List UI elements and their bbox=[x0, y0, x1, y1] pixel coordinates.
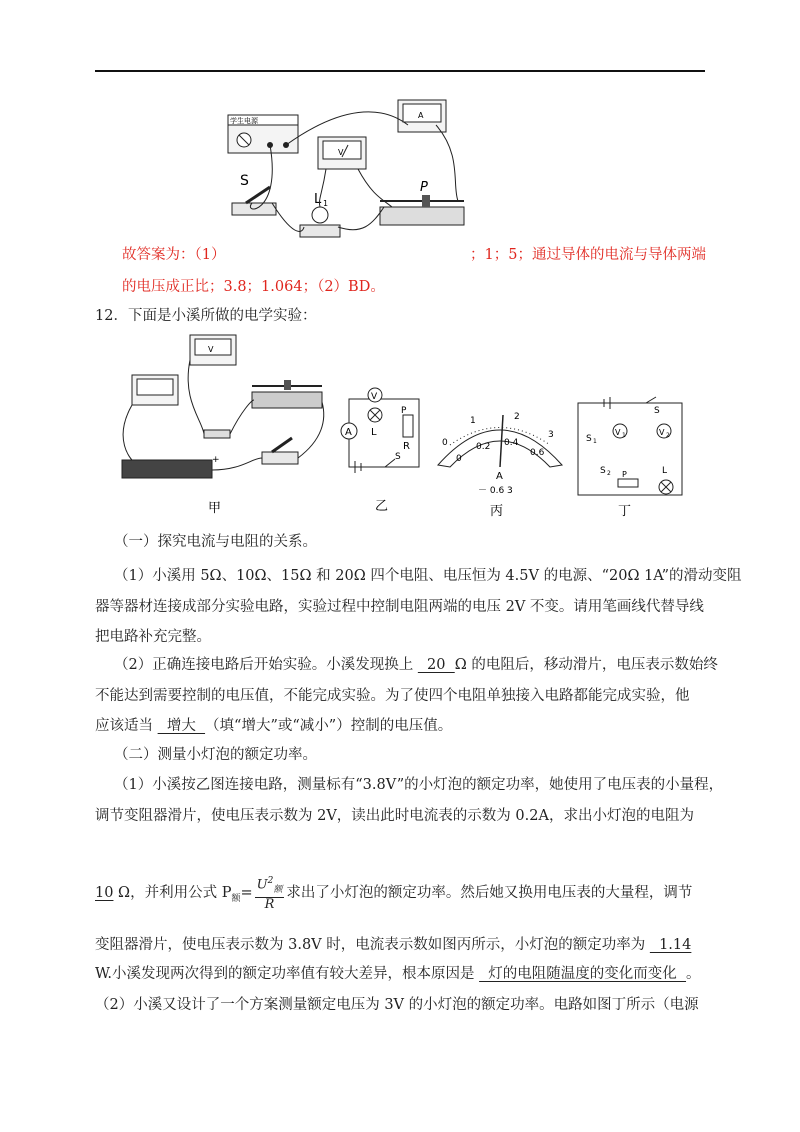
figure-bing bbox=[430, 405, 570, 520]
answer-blank-increase: 增大 bbox=[157, 718, 206, 734]
p2-q1-line5 bbox=[95, 964, 701, 984]
p2-q1-line3-a: Ω，并利用公式 P bbox=[113, 884, 232, 901]
p2-q1-line4 bbox=[95, 935, 691, 955]
bing-unit: A bbox=[496, 471, 503, 482]
top-slider-label: P bbox=[420, 180, 428, 195]
formula-denominator: R bbox=[264, 896, 275, 912]
answer-line-1-suffix: ；1；5；通过导体的电流与导体两端 bbox=[470, 247, 706, 263]
p1-q1-line3: 把电路补充完整。 bbox=[95, 629, 211, 645]
answer-blank-lamp-resistance: 10 bbox=[95, 884, 114, 901]
formula-numerator-sup: 2 bbox=[267, 876, 274, 886]
yi-lamp-label: L bbox=[371, 427, 377, 438]
p1-q2-line1-b: Ω 的电阻后，移动滑片，电压表示数始终 bbox=[454, 657, 718, 673]
answer-line-1 bbox=[122, 245, 225, 265]
p1-q2-line3-a: 应该适当 bbox=[95, 718, 158, 734]
bing-terminals: － 0.6 3 bbox=[478, 486, 513, 496]
bing-bottom-scale-0: 0 bbox=[456, 454, 462, 464]
ding-s2-sub: 2 bbox=[607, 470, 611, 477]
ding-s2-label: S bbox=[600, 466, 606, 476]
figure-ding bbox=[570, 395, 690, 520]
answer-line-2: 的电压成正比；3.8；1.064；（2）BD。 bbox=[122, 279, 385, 295]
top-lamp-label-sub: 1 bbox=[323, 199, 329, 208]
top-voltmeter-letter: V bbox=[338, 148, 344, 157]
top-ammeter-letter: A bbox=[418, 111, 424, 120]
yi-voltmeter-letter: V bbox=[371, 392, 378, 402]
p2-q1-line3-sub: 额 bbox=[231, 893, 241, 904]
figure-yi bbox=[335, 385, 430, 515]
header-rule bbox=[95, 70, 705, 72]
formula-numerator: U bbox=[256, 877, 268, 893]
p1-q1-line2: 器等器材连接成部分实验电路，实验过程中控制电阻两端的电压 2V 不变。请用笔画线代替导线 bbox=[95, 599, 704, 615]
p2-q1-line5-a: W.小溪发现两次得到的额定功率值有较大差异，根本原因是 bbox=[95, 966, 480, 982]
p2-q1-line2: 调节变阻器滑片，使电压表示数为 2V，读出此时电流表的示数为 0.2A，求出小灯泡的电阻为 bbox=[95, 808, 694, 824]
power-supply-label: 学生电源 bbox=[230, 117, 258, 125]
ding-s1-sub: 1 bbox=[593, 438, 597, 445]
p2-q2-line1: （2）小溪又设计了一个方案测量额定电压为 3V 的小灯泡的额定功率。电路如图丁所示（电源 bbox=[95, 997, 699, 1013]
bing-bottom-scale-2: 0.4 bbox=[504, 438, 519, 448]
ding-v1-sub: 1 bbox=[622, 432, 626, 439]
ding-v2-label: V bbox=[659, 428, 665, 437]
p2-q1-line4-a: 变阻器滑片，使电压表示数为 3.8V 时，电流表示数如图丙所示，小灯泡的额定功率为 bbox=[95, 937, 650, 953]
yi-resistor-label: R bbox=[403, 441, 410, 452]
p1-q2-line3 bbox=[95, 716, 452, 736]
bing-bottom-scale-1: 0.2 bbox=[476, 442, 491, 452]
figure-jia bbox=[112, 330, 342, 520]
ding-slider-label: P bbox=[622, 470, 627, 479]
p1-q1-line1: （1）小溪用 5Ω、10Ω、15Ω 和 20Ω 四个电阻、电压恒为 4.5V 的电源、“20Ω 1A”的滑动变阻 bbox=[114, 568, 742, 584]
ding-lamp-label: L bbox=[662, 466, 668, 476]
p1-q2-line1-a: （2）正确连接电路后开始实验。小溪发现换上 bbox=[114, 657, 418, 673]
ding-v2-sub: 2 bbox=[666, 432, 670, 439]
ding-s1-label: S bbox=[586, 434, 592, 444]
bing-top-scale-2: 2 bbox=[514, 412, 520, 422]
formula-numerator-sub: 额 bbox=[273, 884, 283, 895]
caption-bing: 丙 bbox=[490, 504, 504, 519]
bing-bottom-scale-3: 0.6 bbox=[530, 448, 545, 458]
answer-blank-reason: 灯的电阻随温度的变化而变化 bbox=[479, 966, 687, 982]
ding-v1-label: V bbox=[615, 428, 621, 437]
top-lamp-label: L bbox=[314, 192, 322, 207]
answer-line-1-prefix: 故答案为：（1） bbox=[122, 247, 226, 263]
part2-heading: （二）测量小灯泡的额定功率。 bbox=[114, 747, 317, 763]
svg-text:+: + bbox=[212, 455, 220, 465]
caption-yi: 乙 bbox=[375, 499, 389, 514]
bing-top-scale-1: 1 bbox=[470, 416, 476, 426]
p2-q1-line5-b: 。 bbox=[686, 966, 701, 982]
p2-q1-line1: （1）小溪按乙图连接电路，测量标有“3.8V”的小灯泡的额定功率，她使用了电压表的小量程， bbox=[114, 777, 724, 793]
part1-heading: （一）探究电流与电阻的关系。 bbox=[114, 534, 317, 550]
answer-blank-rated-power: 1.14 bbox=[649, 937, 692, 953]
answer-blank-resistance: 20 bbox=[417, 657, 455, 673]
jia-voltmeter-letter: V bbox=[208, 345, 214, 354]
p1-q2-line3-b: （填“增大”或“减小”）控制的电压值。 bbox=[205, 718, 453, 734]
p1-q2-line2: 不能达到需要控制的电压值，不能完成实验。为了使四个电阻单独接入电路都能完成实验，他 bbox=[95, 688, 690, 704]
top-switch-label: S bbox=[240, 173, 249, 189]
question-title: 12．下面是小溪所做的电学实验： bbox=[95, 308, 317, 324]
yi-switch-label: S bbox=[395, 452, 401, 462]
yi-slider-label: P bbox=[401, 406, 407, 416]
bing-top-scale-3: 3 bbox=[548, 430, 554, 440]
p2-q1-line3 bbox=[95, 874, 692, 916]
bing-top-scale-0: 0 bbox=[442, 438, 448, 448]
ding-switch-label: S bbox=[654, 406, 660, 416]
caption-ding: 丁 bbox=[618, 504, 632, 519]
answer-circuit-figure bbox=[222, 95, 472, 255]
p2-q1-line3-b: 求出了小灯泡的额定功率。然后她又换用电压表的大量程，调节 bbox=[286, 884, 693, 901]
caption-jia: 甲 bbox=[208, 501, 222, 516]
p2-q1-line3-eq: = bbox=[240, 884, 253, 901]
yi-ammeter-letter: A bbox=[345, 427, 352, 438]
power-formula bbox=[255, 874, 285, 912]
p1-q2-line1 bbox=[114, 655, 718, 675]
